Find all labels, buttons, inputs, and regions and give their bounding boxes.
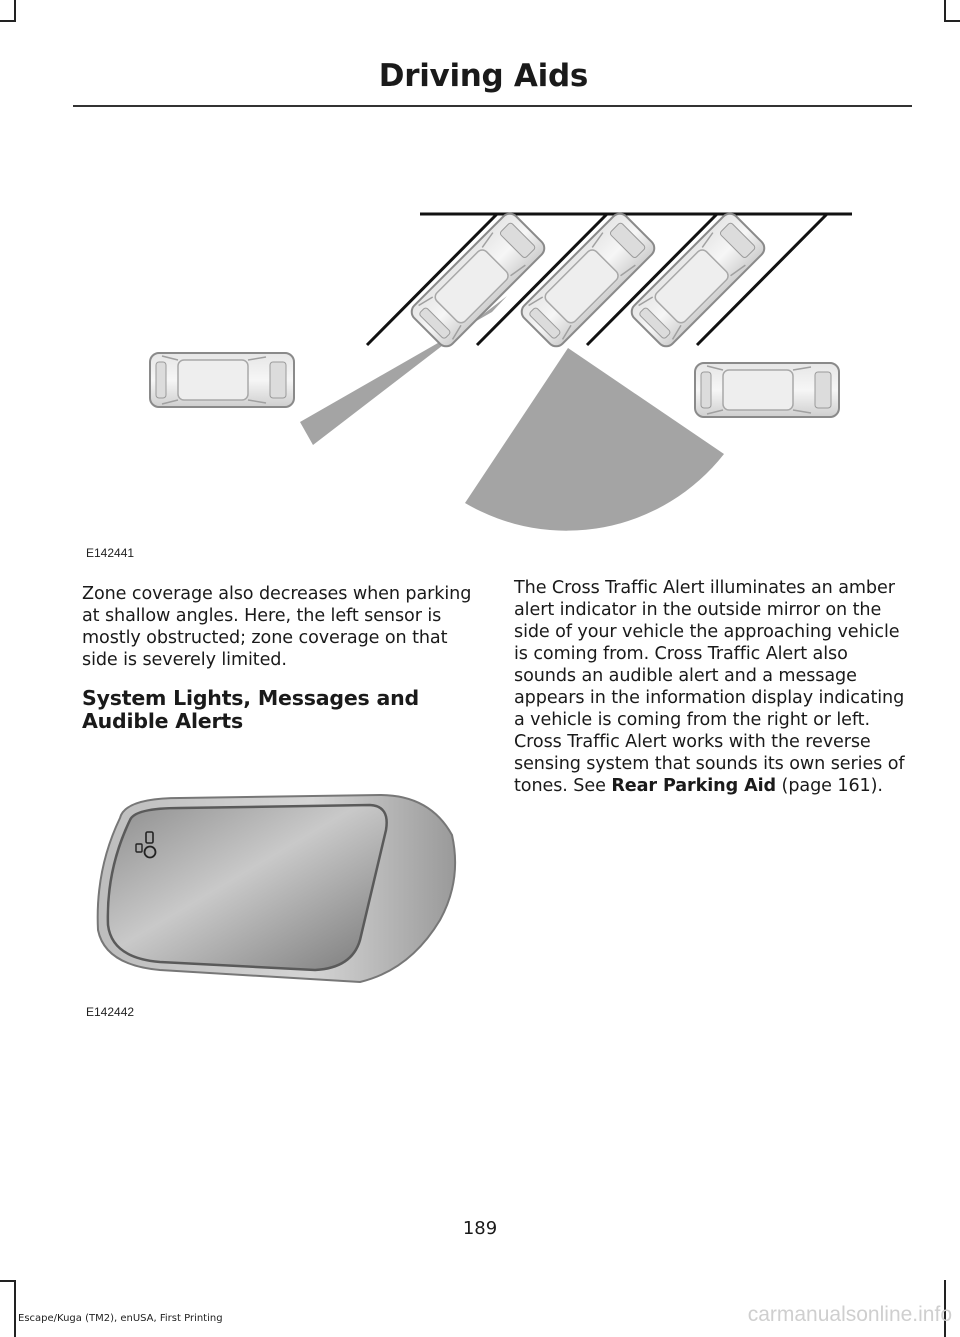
paragraph-text: Zone coverage also decreases when parking at shallow angles. Here, the left sensor is mostly obstructed; zone coverage on that side is severely limited. xyxy=(82,584,472,670)
cross-traffic-alert-paragraph xyxy=(514,577,909,797)
parked-car xyxy=(628,210,768,350)
crop-mark xyxy=(944,20,960,22)
figure-id: E142442 xyxy=(86,1005,135,1019)
section-heading xyxy=(82,687,462,733)
mirror-glass xyxy=(108,805,387,970)
crop-mark xyxy=(0,1280,16,1282)
heading-line: System Lights, Messages and xyxy=(82,686,419,710)
paragraph-tail: (page 161). xyxy=(776,776,883,796)
figure-id: E142441 xyxy=(86,546,135,560)
side-mirror-illustration xyxy=(90,790,465,1000)
footer-text: Escape/Kuga (TM2), enUSA, First Printing xyxy=(18,1313,223,1324)
page-title: Driving Aids xyxy=(378,58,588,94)
crop-mark xyxy=(14,0,16,22)
heading-line: Audible Alerts xyxy=(82,709,244,733)
paragraph-main: The Cross Traffic Alert illuminates an amber alert indicator in the outside mirror on the side of your vehicle the approaching vehicle is coming from. Cross Traffic Alert also sounds an audible alert and a message appears in the information display indicating a vehicle is coming from the right or left. Cross Traffic Alert works with the reverse sensing system that sounds its own series of tones. See xyxy=(514,578,905,796)
zone-coverage-paragraph xyxy=(82,583,477,671)
angled-parking-diagram xyxy=(140,200,860,545)
right-sensor-zone xyxy=(465,348,724,531)
approaching-car-left xyxy=(150,353,294,407)
paragraph-text xyxy=(514,577,909,797)
header-divider xyxy=(73,105,912,107)
rear-parking-aid-link[interactable]: Rear Parking Aid xyxy=(611,776,777,796)
crop-mark xyxy=(0,20,16,22)
parked-car xyxy=(408,210,548,350)
approaching-car-right xyxy=(695,363,839,417)
crop-mark xyxy=(14,1280,16,1337)
page-number: 189 xyxy=(462,1218,498,1239)
watermark: carmanualsonline.info xyxy=(747,1303,952,1326)
reversing-car xyxy=(518,210,658,350)
crop-mark xyxy=(944,0,946,22)
